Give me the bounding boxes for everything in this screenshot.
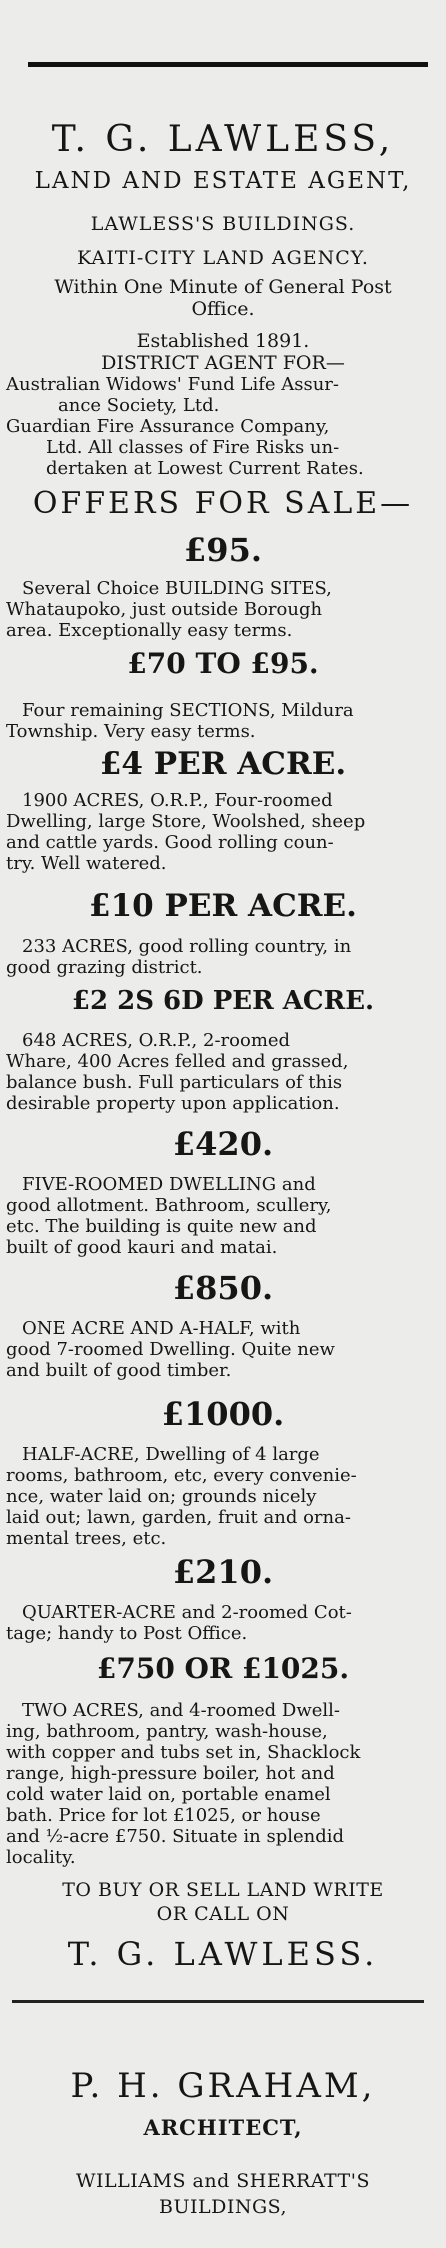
listing-4-price: £10 PER ACRE. — [89, 888, 357, 924]
advertiser-name: T. G. LAWLESS, — [51, 119, 395, 160]
listing-10-price: £750 OR £1025. — [96, 1652, 350, 1685]
listing-3-text: 1900 ACRES, O.R.P., Four-roomed Dwelling, large Store, Woolshed, sheep and cattle yards. Good rolling coun- try. Well watered. — [6, 790, 366, 874]
agency-line: KAITI-CITY LAND AGENCY. — [77, 247, 369, 269]
district-agent-line: DISTRICT AGENT FOR— — [101, 352, 345, 374]
agencies-paragraph: Australian Widows' Fund Life Assur- ance Society, Ltd. Guardian Fire Assurance Company, Ltd. All classes of Fire Risks un- dertaken at Lowest Current Rates. — [6, 374, 364, 479]
bottom-divider — [12, 2000, 424, 2003]
listing-10-text: TWO ACRES, and 4-roomed Dwell- ing, bathroom, pantry, wash-house, with copper and tubs set in, Shacklock range, high-pressure boiler, hot and cold water laid on, portable enamel bath. Price for lot £1025, or house and ½-acre £750. Situate in splendid locality. — [6, 1700, 361, 1868]
architect-name: P. H. GRAHAM, — [70, 2066, 376, 2106]
profession-line: LAND AND ESTATE AGENT, — [34, 168, 412, 194]
listing-8-price: £1000. — [161, 1395, 285, 1433]
location-text: Within One Minute of General Post Office. — [54, 276, 392, 320]
building-line: LAWLESS'S BUILDINGS. — [90, 213, 356, 235]
listing-8-text: HALF-ACRE, Dwelling of 4 large rooms, bathroom, etc, every convenie- nce, water laid on; grounds nicely laid out; lawn, garden, fruit and orna- mental trees, etc. — [6, 1444, 357, 1549]
listing-5-text: 648 ACRES, O.R.P., 2-roomed Whare, 400 Acres felled and grassed, balance bush. Full particulars of this desirable property upon application. — [6, 1030, 349, 1114]
listing-7-text: ONE ACRE AND A-HALF, with good 7-roomed Dwelling. Quite new and built of good timber. — [6, 1318, 335, 1381]
closing-name: T. G. LAWLESS. — [67, 1935, 379, 1973]
listing-7-price: £850. — [172, 1269, 274, 1307]
offers-heading: OFFERS FOR SALE— — [32, 486, 414, 521]
listing-2-price: £70 TO £95. — [127, 647, 319, 680]
listing-5-price: £2 2S 6D PER ACRE. — [71, 986, 375, 1016]
architect-title: ARCHITECT, — [143, 2115, 303, 2140]
listing-9-price: £210. — [172, 1553, 274, 1591]
listing-2-text: Four remaining SECTIONS, Mildura Township. Very easy terms. — [6, 700, 354, 742]
listing-9-text: QUARTER-ACRE and 2-roomed Cot- tage; handy to Post Office. — [6, 1602, 352, 1644]
architect-address: WILLIAMS and SHERRATT'S BUILDINGS, — [76, 2170, 370, 2218]
listing-6-price: £420. — [172, 1125, 274, 1163]
listing-3-price: £4 PER ACRE. — [99, 746, 347, 782]
closing-text: TO BUY OR SELL LAND WRITE OR CALL ON — [62, 1879, 384, 1925]
top-divider — [28, 62, 428, 67]
listing-6-text: FIVE-ROOMED DWELLING and good allotment. Bathroom, scullery, etc. The building is quite new and built of good kauri and matai. — [6, 1174, 332, 1258]
established-line: Established 1891. — [136, 330, 310, 352]
listing-4-text: 233 ACRES, good rolling country, in good grazing district. — [6, 936, 352, 978]
listing-1-price: £95. — [184, 531, 262, 569]
listing-1-text: Several Choice BUILDING SITES, Whataupoko, just outside Borough area. Exceptionally easy terms. — [6, 578, 332, 641]
